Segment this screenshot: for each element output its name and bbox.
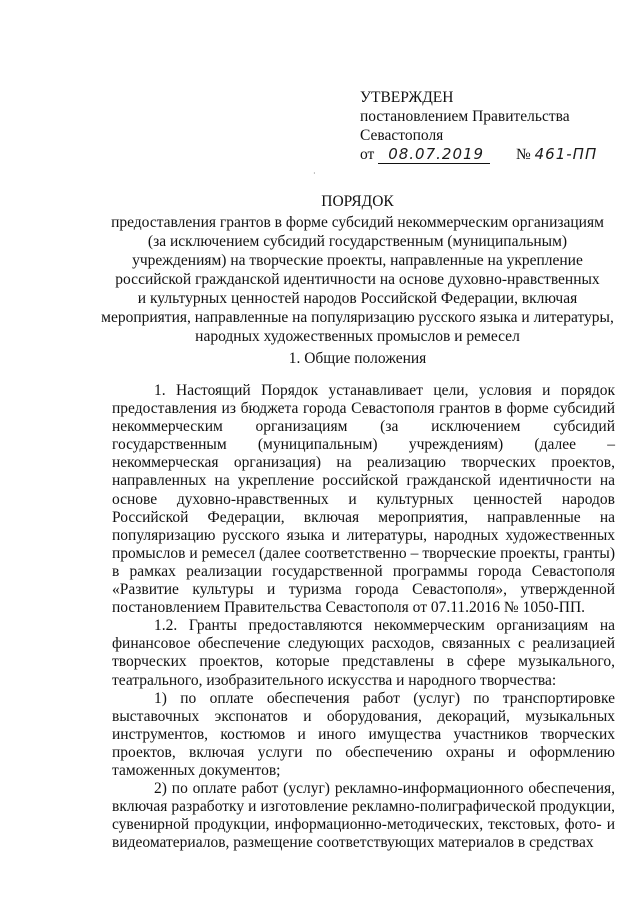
- date-value: 08.07.2019: [388, 145, 485, 163]
- scan-speck: ·: [313, 169, 316, 178]
- approved-label: УТВЕРЖДЕН: [360, 89, 454, 106]
- heading-line: учреждениям) на творческие проекты, направленные на укрепление: [132, 252, 583, 269]
- approval-line-2: Севастополя: [360, 127, 444, 144]
- heading-line: народных художественных промыслов и ремесел: [195, 328, 520, 345]
- heading-line: (за исключением субсидий государственным (муниципальным): [147, 233, 568, 250]
- heading-line: и культурных ценностей народов Российской Федерации, включая: [137, 290, 578, 307]
- approval-block: [360, 88, 597, 164]
- date-field: [378, 146, 490, 164]
- date-prefix: от: [360, 146, 375, 163]
- paragraph: 1) по оплате обеспечения работ (услуг) по транспортировке выставочных экспонатов и оборудования, декораций, музыкальных инструментов, костюмов и иного имущества участников творческих проектов, включая услуги по обеспечению охраны и оформлению таможенных документов;: [112, 689, 615, 779]
- document-title: ПОРЯДОК: [321, 193, 394, 210]
- heading-line: предоставления грантов в форме субсидий некоммерческим организациям: [111, 214, 604, 231]
- section-title: 1. Общие положения: [288, 350, 427, 367]
- approval-line-1: постановлением Правительства: [360, 108, 570, 125]
- number-prefix: №: [515, 146, 531, 163]
- document-heading: [100, 192, 615, 346]
- number-value: 461-ПП: [534, 145, 598, 163]
- document-body: [112, 382, 615, 852]
- paragraph: 1. Настоящий Порядок устанавливает цели, условия и порядок предоставления из бюджета города Севастополя грантов в форме субсидий некоммерческим организациям (за исключением субсидий государственным (муниципальным) учреждениям) (далее – некоммерческая организация) на реализацию творческих проектов, направленных на укрепление российской гражданской идентичности на основе духовно-нравственных и культурных ценностей народов Российской Федерации, включая мероприятия, направленные на популяризацию русского языка и литературы, народных художественных промыслов и ремесел (далее соответственно – творческие проекты, гранты) в рамках реализации государственной программы города Севастополя «Развитие культуры и туризма города Севастополя», утвержденной постановлением Правительства Севастополя от 07.11.2016 № 1050-ПП.: [112, 382, 615, 617]
- heading-line: мероприятия, направленные на популяризацию русского языка и литературы,: [101, 309, 614, 326]
- paragraph: 1.2. Гранты предоставляются некоммерческим организациям на финансовое обеспечение следующих расходов, связанных с реализацией творческих проектов, которые представлены в сфере музыкального, театрального, изобразительного искусства и народного творчества:: [112, 617, 615, 689]
- approval-date-row: [360, 145, 597, 164]
- paragraph: 2) по оплате работ (услуг) рекламно-информационного обеспечения, включая разработку и изготовление рекламно-полиграфической продукции, сувенирной продукции, информационно-методических, текстовых, фото- и видеоматериалов, размещение соответствующих материалов в средствах: [112, 780, 615, 852]
- heading-line: российской гражданской идентичности на основе духовно-нравственных: [115, 271, 600, 288]
